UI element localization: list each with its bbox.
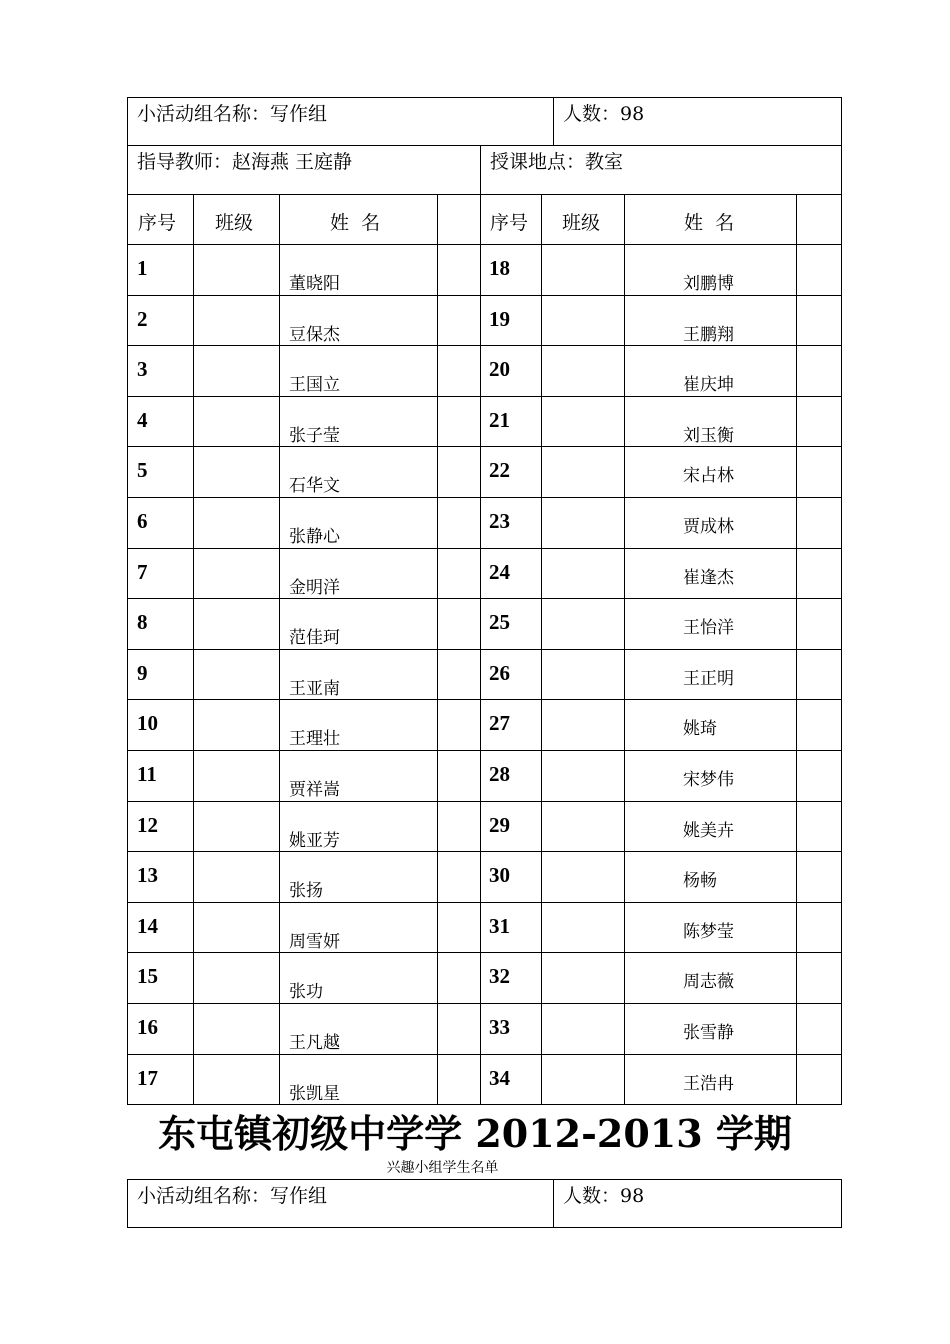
row-number: 9 (137, 660, 148, 685)
row-number: 19 (489, 306, 510, 331)
row-number: 5 (137, 458, 148, 483)
student-name: 崔庆坤 (683, 375, 734, 396)
col-header-name: 姓 名 (330, 212, 381, 234)
student-name: 周雪妍 (289, 931, 340, 952)
row-divider (127, 194, 842, 195)
student-name: 王凡越 (289, 1033, 340, 1053)
row-divider (127, 801, 842, 802)
row-number: 16 (137, 1015, 158, 1039)
row-number: 8 (137, 610, 148, 635)
student-name: 豆保杰 (289, 324, 340, 345)
student-name: 张扬 (289, 881, 323, 902)
student-name: 姚美卉 (683, 820, 734, 841)
col-header-seq: 序号 (490, 212, 529, 234)
student-name: 王亚南 (289, 678, 340, 699)
student-name: 董晓阳 (289, 274, 340, 294)
header-divider (553, 97, 554, 145)
col-header-seq: 序号 (138, 212, 177, 234)
student-name: 宋梦伟 (683, 770, 734, 790)
row-divider (127, 345, 842, 346)
row-number: 1 (137, 256, 148, 280)
row-number: 30 (489, 863, 510, 888)
row-divider (127, 902, 842, 903)
row-divider (127, 295, 842, 296)
row-divider (127, 851, 842, 852)
row-number: 18 (489, 256, 510, 280)
student-name: 陈梦莹 (683, 921, 734, 942)
footer-divider (553, 1179, 554, 1228)
teachers-label: 指导教师：赵海燕 王庭静 (137, 151, 353, 173)
student-name: 王国立 (289, 375, 340, 396)
student-name: 王正明 (683, 668, 734, 689)
group-name-label: 小活动组名称：写作组 (137, 103, 328, 125)
row-number: 21 (489, 407, 510, 432)
row-divider (127, 699, 842, 700)
row-number: 28 (489, 762, 510, 786)
row-number: 26 (489, 660, 510, 685)
row-divider (127, 244, 842, 245)
row-number: 12 (137, 812, 158, 837)
student-name: 贾祥嵩 (289, 780, 340, 800)
student-name: 宋占林 (683, 466, 734, 487)
row-divider (127, 548, 842, 549)
row-number: 3 (137, 357, 148, 382)
student-name: 张功 (289, 982, 323, 1003)
row-number: 6 (137, 509, 148, 533)
row-number: 27 (489, 711, 510, 736)
row-divider (127, 750, 842, 751)
student-name: 杨畅 (683, 871, 717, 892)
student-name: 姚亚芳 (289, 830, 340, 851)
row-divider (127, 396, 842, 397)
student-name: 金明洋 (289, 577, 340, 598)
row-number: 32 (489, 964, 510, 989)
row-divider (127, 1003, 842, 1004)
row-number: 13 (137, 863, 158, 888)
student-name: 张子莹 (289, 425, 340, 446)
student-name: 张雪静 (683, 1023, 734, 1043)
footer-count-label: 人数：98 (563, 1185, 645, 1207)
student-name: 张静心 (289, 527, 340, 547)
row-number: 7 (137, 559, 148, 584)
row-divider (127, 497, 842, 498)
page-subtitle: 兴趣小组学生名单 (386, 1160, 499, 1176)
row-divider (127, 145, 842, 146)
row-number: 15 (137, 964, 158, 989)
row-number: 14 (137, 913, 158, 938)
student-name: 刘玉衡 (683, 425, 734, 446)
student-name: 姚琦 (683, 719, 717, 740)
student-name: 崔逢杰 (683, 567, 734, 588)
row-number: 22 (489, 458, 510, 483)
student-name: 石华文 (289, 476, 340, 497)
col-header-class: 班级 (215, 212, 254, 234)
student-name: 张凯星 (289, 1083, 340, 1104)
row-number: 4 (137, 407, 148, 432)
row-number: 23 (489, 509, 510, 533)
count-label: 人数：98 (563, 103, 645, 125)
student-name: 王理壮 (289, 729, 340, 750)
row-divider (127, 446, 842, 447)
row-number: 33 (489, 1015, 510, 1039)
col-header-name: 姓 名 (684, 212, 735, 234)
row-number: 11 (137, 762, 157, 786)
roster-table (127, 97, 842, 1105)
row-divider (127, 1054, 842, 1055)
row-number: 17 (137, 1065, 158, 1090)
student-name: 王鹏翔 (683, 324, 734, 345)
col-header-class: 班级 (562, 212, 601, 234)
header-divider (480, 145, 481, 1105)
student-name: 范佳珂 (289, 628, 340, 649)
row-number: 2 (137, 306, 148, 331)
student-name: 王浩冉 (683, 1073, 734, 1094)
student-name: 刘鹏博 (683, 274, 734, 294)
row-number: 25 (489, 610, 510, 635)
row-number: 10 (137, 711, 158, 736)
student-name: 贾成林 (683, 517, 734, 537)
row-number: 31 (489, 913, 510, 938)
row-divider (127, 952, 842, 953)
student-name: 周志薇 (683, 972, 734, 993)
row-divider (127, 598, 842, 599)
location-label: 授课地点：教室 (490, 151, 624, 173)
row-number: 29 (489, 812, 510, 837)
row-number: 20 (489, 357, 510, 382)
footer-group-name-label: 小活动组名称：写作组 (137, 1185, 328, 1207)
page-title: 东屯镇初级中学学 2012-2013 学期 (158, 1111, 792, 1156)
row-number: 34 (489, 1065, 510, 1090)
row-divider (127, 649, 842, 650)
student-name: 王怡洋 (683, 618, 734, 639)
row-number: 24 (489, 559, 510, 584)
